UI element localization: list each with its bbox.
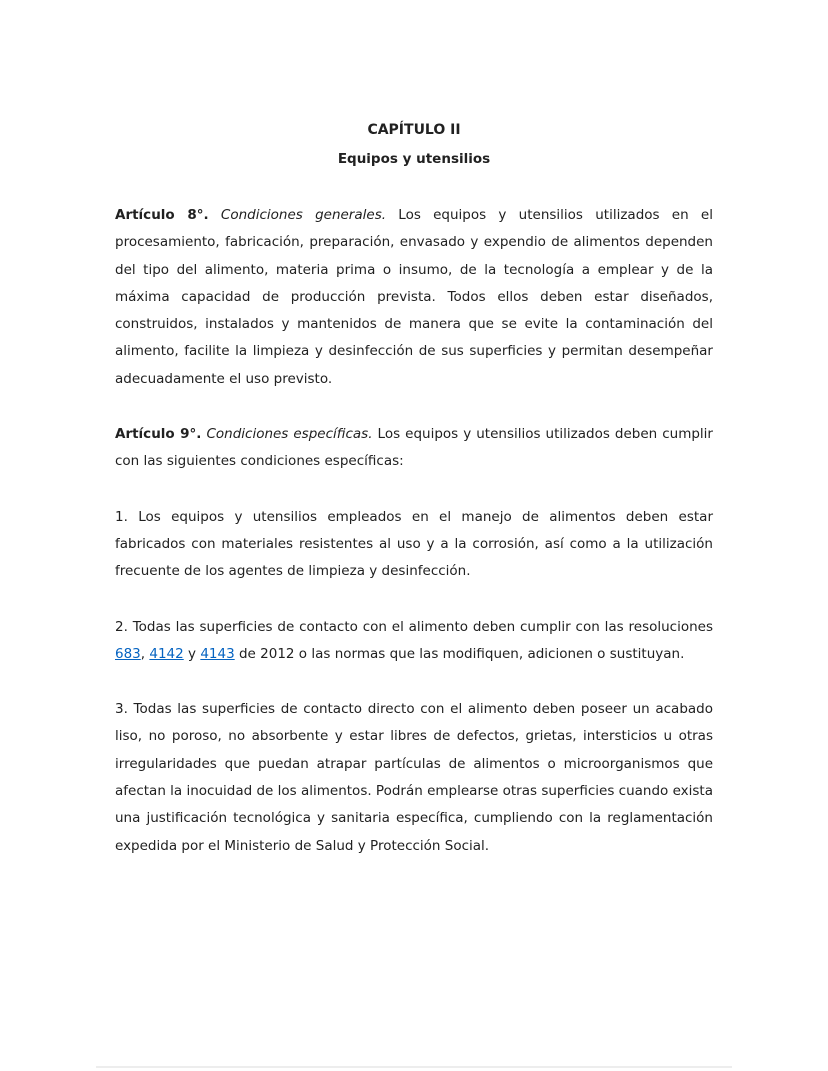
- article-8-body: Los equipos y utensilios utilizados en el procesamiento, fabricación, preparación, envasado y expendio de alimentos dependen del tipo del alimento, materia prima o insumo, de la tecnología a emplear y de la máxima capacidad de producción prevista. Todos ellos deben estar diseñados, construidos, instalados y mantenidos de manera que se evite la contaminación del alimento, facilite la limpieza y desinfección de sus superficies y permitan desempeñar adecuadamente el uso previsto.: [115, 207, 713, 387]
- chapter-title: CAPÍTULO II: [367, 122, 461, 138]
- article-9-paragraph: [115, 421, 713, 476]
- chapter-subtitle: Equipos y utensilios: [337, 151, 491, 167]
- resolution-4142-link[interactable]: 4142: [149, 645, 184, 662]
- page-bottom-divider: [96, 1066, 732, 1068]
- resolution-4143-link[interactable]: 4143: [200, 645, 235, 662]
- resolution-683-link[interactable]: 683: [115, 645, 141, 662]
- list-item-2-separator-1: ,: [140, 645, 146, 662]
- article-8-name: Condiciones generales.: [220, 207, 387, 223]
- article-9-name: Condiciones específicas.: [206, 426, 373, 443]
- article-8-label: Artículo 8°.: [115, 207, 209, 223]
- article-8-paragraph: [115, 202, 713, 393]
- list-item-1: 1. Los equipos y utensilios empleados en el manejo de alimentos deben estar fabricados con materiales resistentes al uso y a la corrosión, así como a la utilización frecuente de los agentes de limpieza y desinfección.: [115, 508, 713, 580]
- article-9-body: Los equipos y utensilios utilizados deben cumplir con las siguientes condiciones específicas:: [115, 426, 713, 470]
- list-item-2-text-pre: 2. Todas las superficies de contacto con el alimento deben cumplir con las resoluciones: [115, 618, 713, 635]
- list-item-2-separator-2: y: [188, 645, 197, 662]
- list-item-2-text-post: de 2012 o las normas que las modifiquen, adicionen o sustituyan.: [238, 645, 685, 662]
- list-item-2: [115, 614, 713, 669]
- list-item-3: 3. Todas las superficies de contacto directo con el alimento deben poseer un acabado liso, no poroso, no absorbente y estar libres de defectos, grietas, intersticios u otras irregularidades que puedan atrapar partículas de alimentos o microorganismos que afectan la inocuidad de los alimentos. Podrán emplearse otras superficies cuando exista una justificación tecnológica y sanitaria específica, cumpliendo con la reglamentación expedida por el Ministerio de Salud y Protección Social.: [115, 701, 713, 854]
- article-9-label: Artículo 9°.: [115, 426, 202, 443]
